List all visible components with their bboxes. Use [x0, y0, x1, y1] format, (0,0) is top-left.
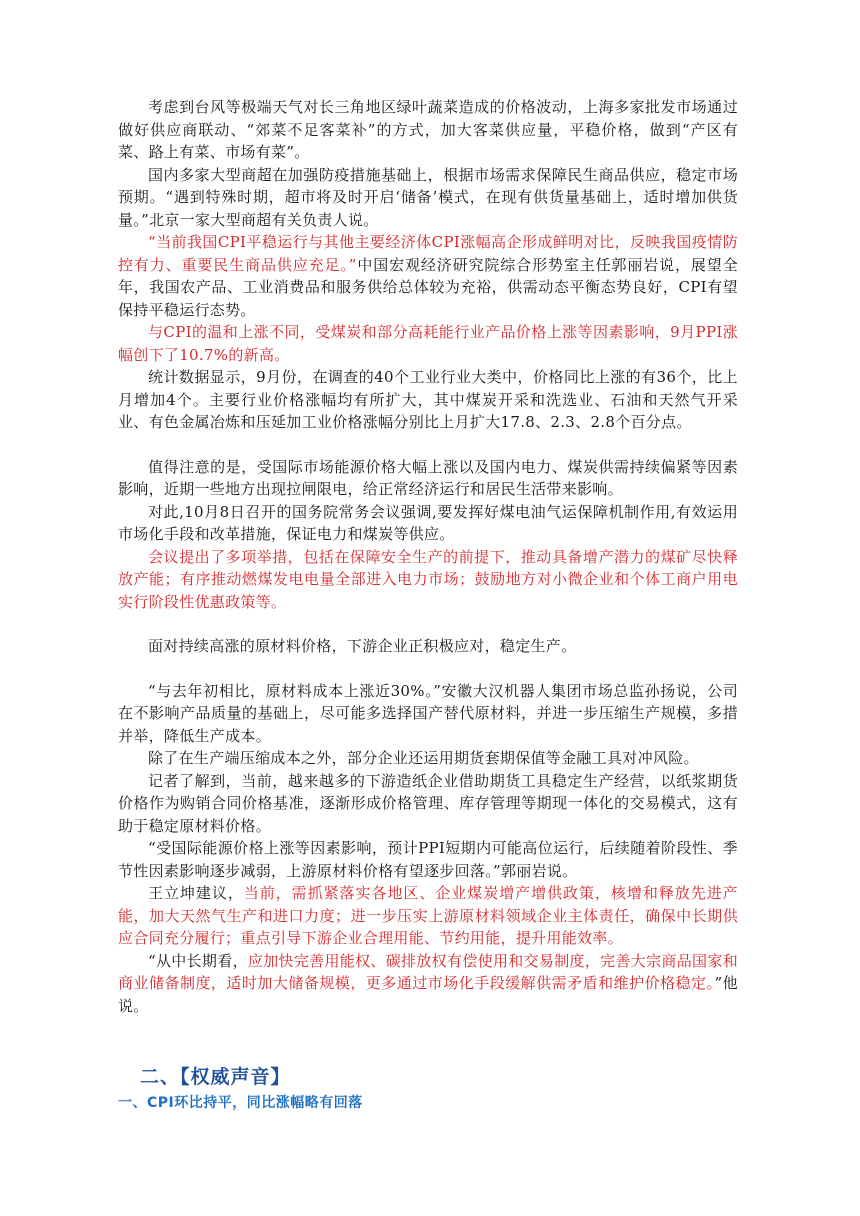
paragraph-long-term	[118, 950, 738, 1018]
paragraph-state-council: 对此,10月8日召开的国务院常务会议强调,要发挥好煤电油气运保障机制作用,有效运用市场化手段和改革措施，保证电力和煤炭等供应。	[118, 502, 738, 543]
paragraph-ppi-high: 与CPI的温和上涨不同，受煤炭和部分高耗能行业产品价格上涨等因素影响，9月PPI涨幅创下了10.7%的新高。	[118, 323, 738, 364]
blank-line	[118, 658, 738, 680]
paragraph-vegetable-supply: 考虑到台风等极端天气对长三角地区绿叶蔬菜造成的价格波动，上海多家批发市场通过做好供应商联动、“郊菜不足客菜补”的方式，加大客菜供应量，平稳价格，做到“产区有菜、路上有菜、市场有菜”。	[118, 98, 738, 161]
paragraph-statistics: 统计数据显示，9月份，在调查的40个工业行业大类中，价格同比上涨的有36个，比上月增加4个。主要行业价格涨幅均有所扩大，其中煤炭开采和洗选业、石油和天然气开采业、有色金属冶炼和压延加工业价格涨幅分别比上月扩大17.8、2.3、2.8个百分点。	[118, 368, 738, 431]
paragraph-cpi-quote-rest: 中国宏观经济研究院综合形势室主任郭丽岩说，展望全年，我国农产品、工业消费品和服务供给总体较为充裕，供需动态平衡态势良好，CPI有望保持平稳运行态势。	[118, 255, 738, 319]
paragraph-cpi-quote	[118, 231, 738, 321]
paragraph-long-term-tail: ”他说。	[118, 974, 738, 1015]
subsection-heading: 一、CPI环比持平，同比涨幅略有回落	[118, 1095, 363, 1111]
paragraph-downstream: 面对持续高涨的原材料价格，下游企业正积极应对，稳定生产。	[148, 637, 577, 655]
paragraph-cost-rise: “与去年初相比，原材料成本上涨近30%。”安徽大汉机器人集团市场总监孙扬说，公司在不影响产品质量的基础上，尽可能多选择国产替代原材料，并进一步压缩生产规模，多措并举，降低生产成本。	[118, 681, 738, 745]
paragraph-futures: 记者了解到，当前，越来越多的下游造纸企业借助期货工具稳定生产经营，以纸浆期货价格作为购销合同价格基准，逐渐形成价格管理、库存管理等期现一体化的交易模式，这有助于稳定原材料价格。	[118, 771, 738, 835]
blank-line	[118, 434, 738, 456]
paragraph-wang-suggestion-lead: 王立坤建议，	[148, 884, 244, 902]
paragraph-measures: 会议提出了多项举措，包括在保障安全生产的前提下，推动具备增产潜力的煤矿尽快释放产能；有序推动燃煤发电电量全部进入电力市场；鼓励地方对小微企业和个体工商户用电实行阶段性优惠政策等。	[118, 547, 738, 611]
paragraph-hedging: 除了在生产端压缩成本之外，部分企业还运用期货套期保值等金融工具对冲风险。	[148, 749, 699, 767]
highlight-long-term: 应加快完善用能权、碳排放权有偿使用和交易制度，完善大宗商品国家和商业储备制度，适时加大储备规模，更多通过市场化手段缓解供需矛盾和维护价格稳定。	[118, 951, 738, 992]
paragraph-long-term-lead: “从中长期看，	[148, 951, 248, 970]
paragraph-wang-suggestion	[118, 882, 738, 950]
paragraph-power-rationing: 值得注意的是，受国际市场能源价格大幅上涨以及国内电力、煤炭供需持续偏紧等因素影响，近期一些地方出现拉闸限电，给正常经济运行和居民生活带来影响。	[118, 457, 738, 498]
blank-line	[118, 613, 738, 635]
article-body	[118, 96, 738, 1017]
section-heading: 二、【权威声音】	[140, 1066, 291, 1088]
highlight-cpi-quote: “当前我国CPI平稳运行与其他主要经济体CPI涨幅高企形成鲜明对比，反映我国疫情防控有力、重要民生商品供应充足。”	[118, 233, 738, 274]
paragraph-ppi-outlook: “受国际能源价格上涨等因素影响，预计PPI短期内可能高位运行，后续随着阶段性、季节性因素影响逐步减弱，上游原材料价格有望逐步回落。”郭丽岩说。	[118, 839, 738, 880]
paragraph-supermarket-supply: 国内多家大型商超在加强防疫措施基础上，根据市场需求保障民生商品供应，稳定市场预期。“遇到特殊时期，超市将及时开启‘储备’模式，在现有供货量基础上，适时增加供货量。”北京一家大型商超有关负责人说。	[118, 165, 738, 229]
highlight-wang-suggestion: 当前，需抓紧落实各地区、企业煤炭增产增供政策，核增和释放先进产能，加大天然气生产和进口力度；进一步压实上游原材料领域企业主体责任，确保中长期供应合同充分履行；重点引导下游企业合理用能、节约用能，提升用能效率。	[118, 884, 738, 947]
